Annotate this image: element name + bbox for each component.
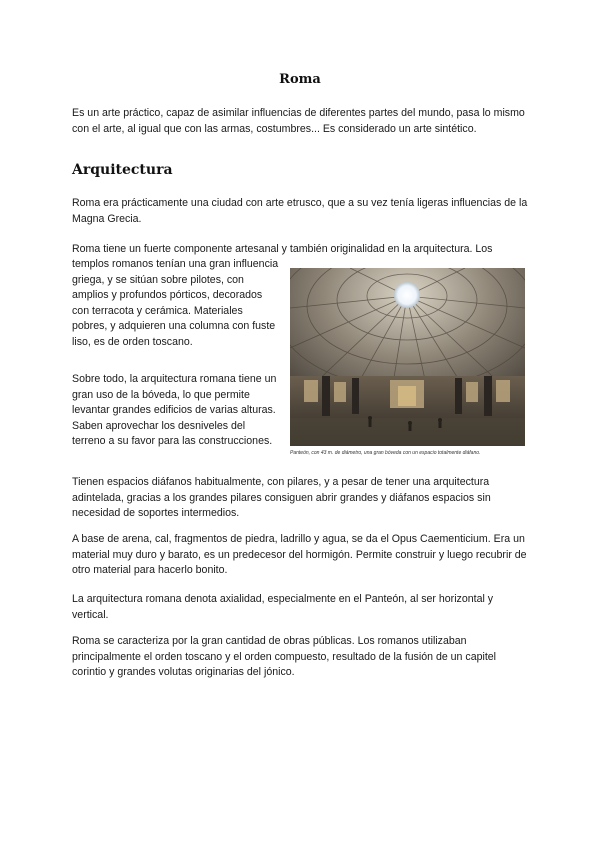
paragraph-axialidad: La arquitectura romana denota axialidad, especialmente en el Panteón, al ser horizontal y vertical. <box>72 593 494 621</box>
paragraph-templos: templos romanos tenían una gran influencia griega, y se sitúan sobre pilotes, con amplios y profundos pórticos, decorados con terracota y cerámica. Materiales pobres, y adquieren una columna con fuste liso, es de orden toscano. <box>72 258 279 348</box>
paragraph-boveda: Sobre todo, la arquitectura romana tiene un gran uso de la bóveda, lo que permite levantar grandes edificios de varias alturas. Saben aprovechar los desniveles del terreno a su favor para las construcciones. <box>72 373 277 448</box>
figure-caption: Panteón, con 43 m. de diámetro, una gran bóveda con un espacio totalmente diáfano. <box>290 450 481 456</box>
paragraph-opus: A base de arena, cal, fragmentos de piedra, ladrillo y agua, se da el Opus Caementicium. Era un material muy duro y barato, es un predecesor del hormigón. Permite construir y luego recubrir de otro material para hacerlo bonito. <box>72 533 527 577</box>
paragraph-obras-publicas: Roma se caracteriza por la gran cantidad de obras públicas. Los romanos utilizaban principalmente el orden toscano y el orden compuesto, resultado de la fusión de un capitel corintio y grandes volutas originarias del jónico. <box>72 635 497 679</box>
page-title: Roma <box>279 72 321 87</box>
intro-paragraph: Es un arte práctico, capaz de asimilar influencias de diferentes partes del mundo, pasa lo mismo con el arte, al igual que con las armas, costumbres... Es considerado un arte sintético. <box>72 107 525 135</box>
pantheon-interior-image <box>290 268 525 446</box>
section-heading: Arquitectura <box>72 162 173 178</box>
pantheon-figure <box>290 268 525 457</box>
paragraph-etruscan: Roma era prácticamente una ciudad con arte etrusco, que a su vez tenía ligeras influencias de la Magna Grecia. <box>72 197 528 225</box>
paragraph-artesanal: Roma tiene un fuerte componente artesanal y también originalidad en la arquitectura. Los <box>72 243 493 255</box>
paragraph-espacios: Tienen espacios diáfanos habitualmente, con pilares, y a pesar de tener una arquitectura adintelada, gracias a los grandes pilares consiguen abrir grandes y diáfanos espacios sin necesidad de soportes intermedios. <box>72 476 491 520</box>
